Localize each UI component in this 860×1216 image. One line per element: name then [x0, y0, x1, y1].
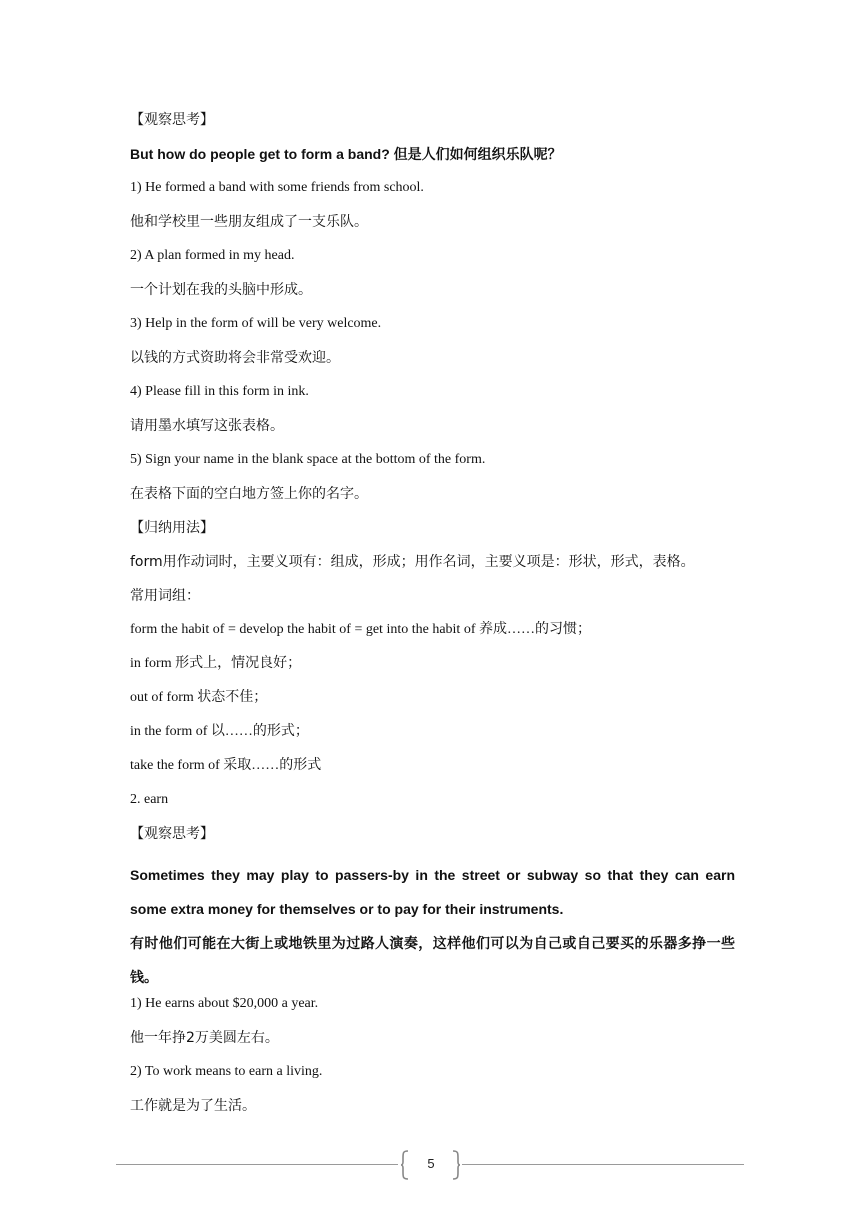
section-heading-observe: 【观察思考】 [130, 112, 214, 128]
left-brace-icon [400, 1150, 410, 1180]
phrase-item: form the habit of = develop the habit of = get into the habit of 养成……的习惯； [130, 622, 591, 637]
example-translation-3: 以钱的方式资助将会非常受欢迎。 [130, 350, 340, 366]
example-sentence-earn-1: 1) He earns about $20,000 a year. [130, 996, 319, 1011]
example-sentence-5: 5) Sign your name in the blank space at the bottom of the form. [130, 452, 486, 467]
example-translation-5: 在表格下面的空白地方签上你的名字。 [130, 486, 368, 502]
page-content [130, 110, 735, 1130]
section-heading-summary: 【归纳用法】 [130, 520, 214, 536]
page-number: 5 [427, 1156, 435, 1171]
usage-summary: form用作动词时，主要义项有：组成，形成；用作名词，主要义项是：形状，形式，表格。 [130, 554, 695, 570]
example-translation-earn-2: 工作就是为了生活。 [130, 1098, 256, 1114]
example-sentence-4: 4) Please fill in this form in ink. [130, 384, 309, 399]
right-brace-icon [451, 1150, 461, 1180]
example-sentence-3: 3) Help in the form of will be very welcome. [130, 316, 382, 331]
example-translation-earn-1: 他一年挣2万美圆左右。 [130, 1030, 279, 1046]
page-footer [0, 1150, 860, 1182]
phrases-heading: 常用词组： [130, 588, 200, 604]
phrase-item: in the form of 以……的形式； [130, 724, 309, 739]
example-sentence-earn-2: 2) To work means to earn a living. [130, 1064, 323, 1079]
footer-rule-left [116, 1164, 398, 1165]
example-translation-4: 请用墨水填写这张表格。 [130, 418, 284, 434]
phrase-item: out of form 状态不佳； [130, 690, 268, 705]
example-translation-2: 一个计划在我的头脑中形成。 [130, 282, 312, 298]
example-sentence-2: 2) A plan formed in my head. [130, 248, 295, 263]
example-sentence-1: 1) He formed a band with some friends from school. [130, 180, 424, 195]
example-translation-1: 他和学校里一些朋友组成了一支乐队。 [130, 214, 368, 230]
footer-rule-right [462, 1164, 744, 1165]
phrase-item: take the form of 采取……的形式 [130, 758, 322, 773]
section-heading-observe: 【观察思考】 [130, 826, 214, 842]
passage-sentence: Sometimes they may play to passers-by in the street or subway so that they can earn some extra money for themselves or to pay for their instruments. [130, 867, 735, 917]
question-line: But how do people get to form a band? 但是人们如何组织乐队呢？ [130, 146, 562, 162]
word-heading-earn: 2. earn [130, 792, 169, 807]
passage-translation: 有时他们可能在大街上或地铁里为过路人演奏，这样他们可以为自己或自己要买的乐器多挣一些钱。 [130, 935, 735, 985]
phrase-item: in form 形式上，情况良好； [130, 656, 302, 671]
